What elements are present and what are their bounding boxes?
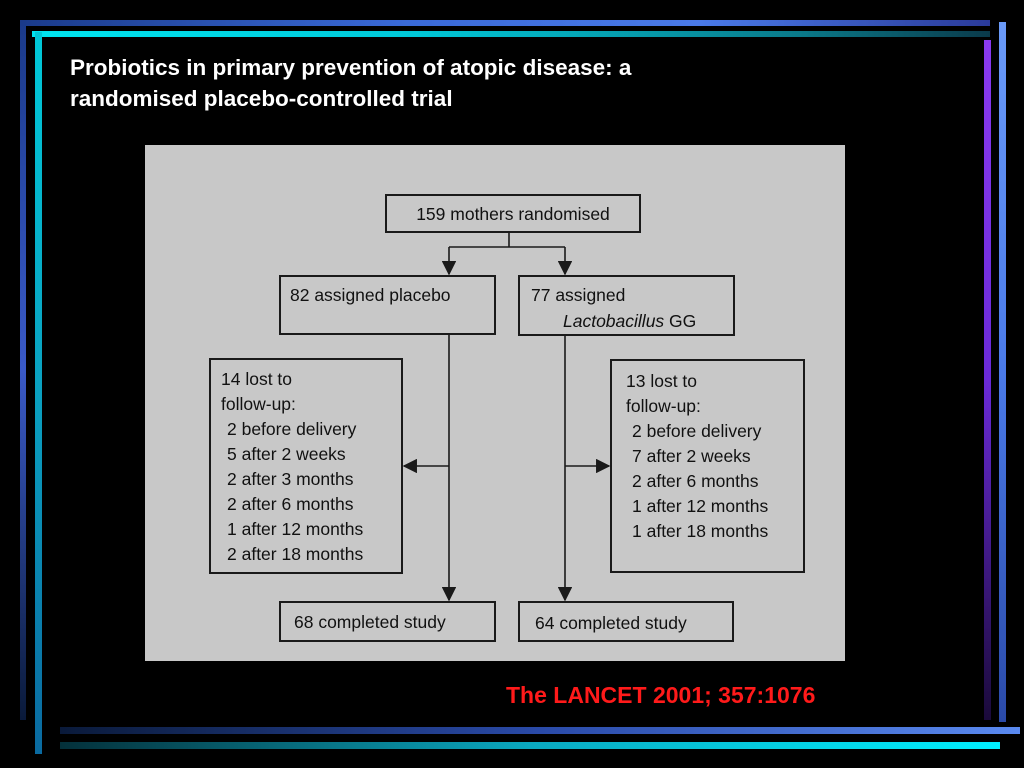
box-completed-placebo xyxy=(280,602,495,641)
placebo-lost-item-4: 2 after 6 months xyxy=(227,494,354,514)
flowchart-figure xyxy=(145,145,845,661)
decorative-bar-right-blue xyxy=(999,22,1006,722)
probiotic-lost-item-2: 7 after 2 weeks xyxy=(632,446,751,466)
decorative-bar-bottom-cyan xyxy=(60,742,1000,749)
probiotic-assigned-line-1: 77 assigned xyxy=(531,285,626,305)
decorative-bar-top-blue xyxy=(20,20,990,26)
title-line-2: randomised placebo-controlled trial xyxy=(70,86,453,111)
placebo-lost-list xyxy=(227,419,363,564)
probiotic-strain-name: Lactobacillus xyxy=(563,311,665,331)
placebo-lost-item-2: 5 after 2 weeks xyxy=(227,444,346,464)
probiotic-lost-list xyxy=(632,421,768,541)
decorative-bar-left-cyan xyxy=(35,32,42,754)
probiotic-lost-item-5: 1 after 18 months xyxy=(632,521,769,541)
probiotic-lost-item-3: 2 after 6 months xyxy=(632,471,759,491)
probiotic-assigned-line-2 xyxy=(563,311,696,331)
placebo-lost-item-1: 2 before delivery xyxy=(227,419,357,439)
probiotic-lost-item-1: 2 before delivery xyxy=(632,421,762,441)
placebo-completed-label: 68 completed study xyxy=(294,612,446,632)
box-lost-probiotic xyxy=(611,360,804,572)
randomised-label: 159 mothers randomised xyxy=(416,204,610,224)
decorative-bar-bottom-blue xyxy=(60,727,1020,734)
placebo-lost-header-2: follow-up: xyxy=(221,394,296,414)
probiotic-lost-header-1: 13 lost to xyxy=(626,371,698,391)
probiotic-strain-suffix: GG xyxy=(664,311,697,331)
probiotic-completed-label: 64 completed study xyxy=(535,613,687,633)
decorative-bar-right-purple xyxy=(984,40,991,720)
box-assigned-probiotic xyxy=(519,276,734,335)
placebo-assigned-label: 82 assigned placebo xyxy=(290,285,451,305)
decorative-bar-top-cyan xyxy=(32,31,990,37)
probiotic-lost-item-4: 1 after 12 months xyxy=(632,496,769,516)
decorative-bar-left-blue xyxy=(20,20,26,720)
box-lost-placebo xyxy=(210,359,402,573)
placebo-lost-item-5: 1 after 12 months xyxy=(227,519,364,539)
box-completed-probiotic xyxy=(519,602,733,641)
placebo-lost-item-6: 2 after 18 months xyxy=(227,544,364,564)
citation: The LANCET 2001; 357:1076 xyxy=(506,682,816,708)
probiotic-lost-header-2: follow-up: xyxy=(626,396,701,416)
box-assigned-placebo xyxy=(280,276,495,334)
slide-title xyxy=(70,52,870,114)
box-randomised xyxy=(386,195,640,232)
placebo-lost-header-1: 14 lost to xyxy=(221,369,293,389)
flowchart-svg xyxy=(145,145,845,661)
title-line-1: Probiotics in primary prevention of atopic disease: a xyxy=(70,55,632,80)
placebo-lost-item-3: 2 after 3 months xyxy=(227,469,354,489)
